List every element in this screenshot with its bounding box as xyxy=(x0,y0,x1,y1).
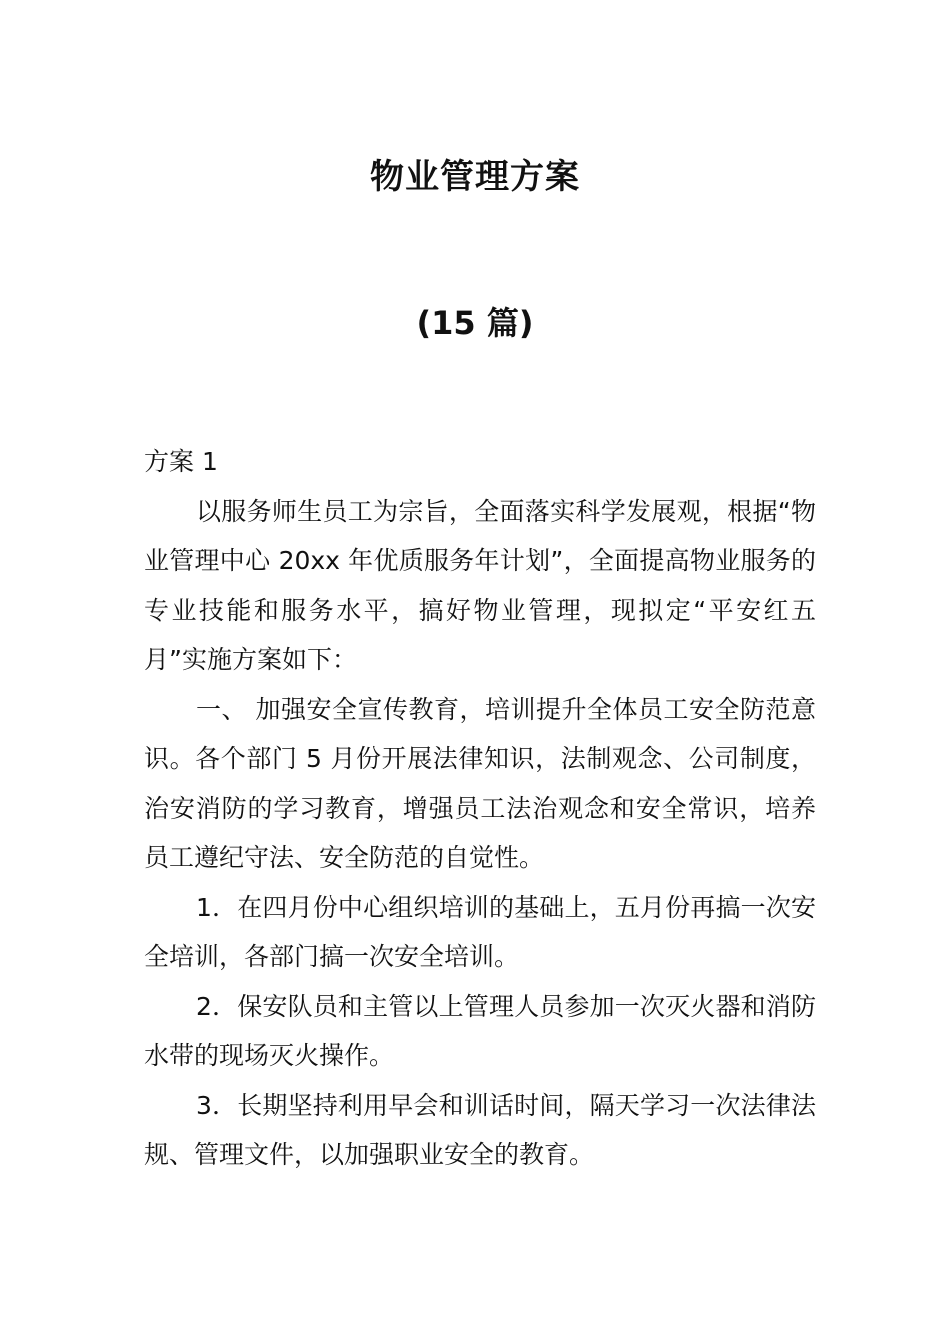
paragraph-item-1: 一、 加强安全宣传教育，培训提升全体员工安全防范意识。各个部门 5 月份开展法律知识，法制观念、公司制度，治安消防的学习教育，增强员工法治观念和安全常识，培养员工遵纪守法、安全防范的自觉性。 xyxy=(144,694,816,872)
paragraph-subitem-1: 1．在四月份中心组织培训的基础上，五月份再搞一次安全培训，各部门搞一次安全培训。 xyxy=(144,892,816,971)
section-label: 方案 1 xyxy=(144,447,218,476)
document-title: 物业管理方案 xyxy=(370,157,580,197)
paragraph-subitem-2: 2．保安队员和主管以上管理人员参加一次灭火器和消防水带的现场灭火操作。 xyxy=(144,991,816,1070)
document-body xyxy=(144,437,816,1180)
paragraph-subitem-3: 3．长期坚持利用早会和训话时间，隔天学习一次法律法规、管理文件，以加强职业安全的教育。 xyxy=(144,1090,816,1169)
paragraph-intro: 以服务师生员工为宗旨，全面落实科学发展观，根据“物业管理中心 20xx 年优质服务年计划”，全面提高物业服务的专业技能和服务水平，搞好物业管理，现拟定“平安红五月”实施方案如下： xyxy=(144,496,816,674)
document-subtitle: (15 篇) xyxy=(416,304,534,342)
